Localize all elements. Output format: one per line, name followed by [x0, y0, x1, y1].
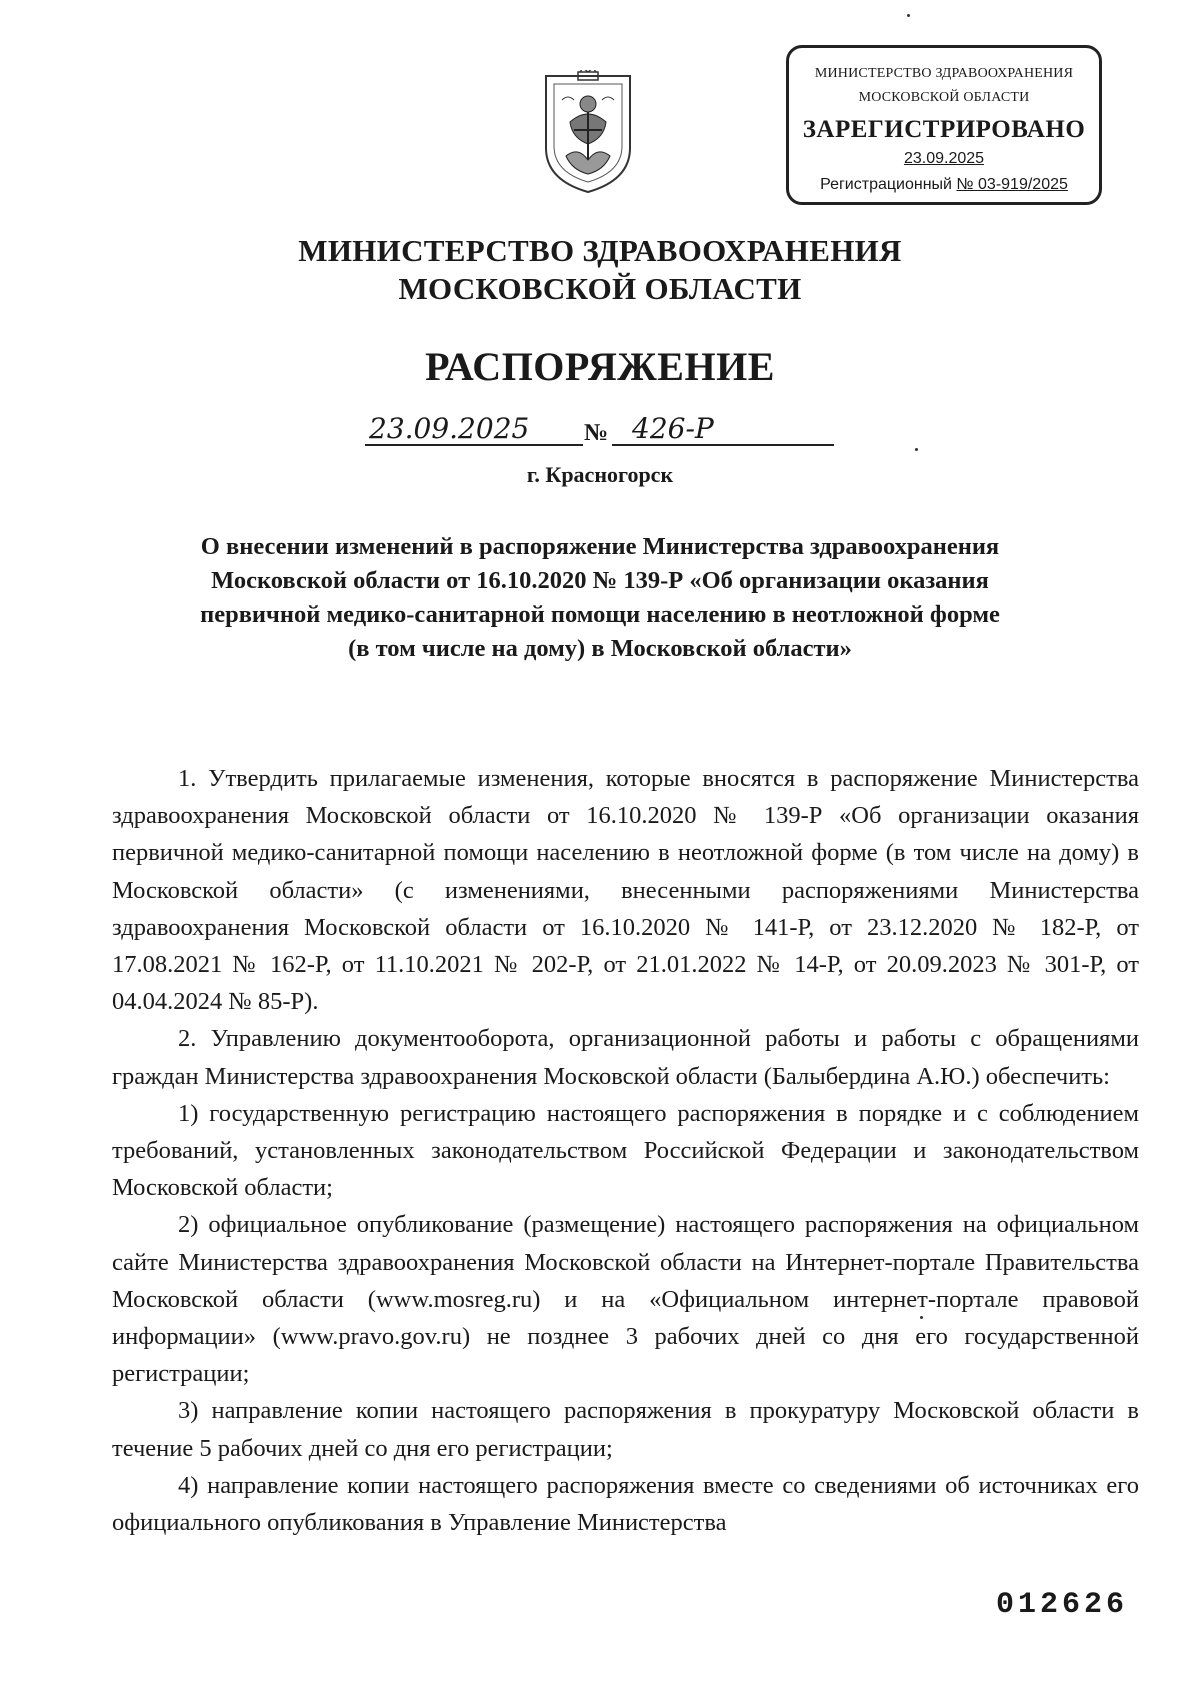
scan-speck	[915, 448, 918, 451]
paragraph-2-item-2: 2) официальное опубликование (размещение) настоящего распоряжения на официальном сайте Министерства здравоохранения Московской области на Интернет-портале Правительства Московской области (www.mosreg.ru) и на «Официальном интернет-портале правовой информации» (www.pravo.gov.ru) не позднее 3 рабочих дней со дня его государственной регистрации;	[112, 1211, 1139, 1388]
document-city: г. Красногорск	[526, 462, 674, 487]
stamp-organization	[789, 62, 1099, 110]
subject-line2: Московской области от 16.10.2020 № 139-Р «Об организации оказания	[211, 567, 989, 594]
subject-line3: первичной медико-санитарной помощи населению в неотложной форме	[200, 601, 1000, 628]
document-date: 23.09.2025	[365, 412, 583, 446]
scan-speck	[907, 14, 910, 17]
paragraph-2: 2. Управлению документооборота, организационной работы и работы с обращениями граждан Министерства здравоохранения Московской области (Балыбердина А.Ю.) обеспечить:	[112, 1025, 1139, 1090]
paragraph-2-item-4: 4) направление копии настоящего распоряжения вместе со сведениями об источниках его официального опубликования в Управление Министерства	[112, 1471, 1139, 1537]
paragraph-2-item-1: 1) государственную регистрацию настоящего распоряжения в порядке и с соблюдением требований, установленных законодательством Российской Федерации и законодательством Московской области;	[112, 1099, 1139, 1202]
ministry-line1: МИНИСТЕРСТВО ЗДРАВООХРАНЕНИЯ	[298, 233, 902, 268]
subject-line4: (в том числе на дому) в Московской области»	[348, 635, 852, 662]
stamp-reg-label: Регистрационный	[820, 176, 952, 193]
paragraph-1: 1. Утвердить прилагаемые изменения, которые вносятся в распоряжение Министерства здравоохранения Московской области от 16.10.2020 № 139-Р «Об организации оказания первичной медико-санитарной помощи населению в неотложной форме (в том числе на дому) в Московской области» (с изменениями, внесенными распоряжениями Министерства здравоохранения Московской области от 16.10.2020 № 141-Р, от 23.12.2020 № 182-Р, от 17.08.2021 № 162-Р, от 11.10.2021 № 202-Р, от 21.01.2022 № 14-Р, от 20.09.2023 № 301-Р, от 04.04.2024 № 85-Р).	[112, 765, 1139, 1016]
page-serial-code: 012626	[996, 1588, 1129, 1622]
stamp-reg-number	[789, 176, 1099, 194]
ministry-name	[0, 232, 1200, 308]
document-type: РАСПОРЯЖЕНИЕ	[425, 344, 775, 389]
coat-of-arms-icon	[538, 70, 638, 196]
document-subject	[120, 530, 1080, 666]
stamp-status: ЗАРЕГИСТРИРОВАНО	[802, 116, 1086, 143]
number-sign: №	[584, 420, 609, 446]
ministry-line2: МОСКОВСКОЙ ОБЛАСТИ	[398, 271, 802, 306]
subject-line1: О внесении изменений в распоряжение Министерства здравоохранения	[200, 533, 1000, 560]
stamp-date: 23.09.2025	[903, 150, 985, 167]
stamp-reg-value: № 03-919/2025	[956, 176, 1068, 193]
document-body	[112, 760, 1139, 1541]
stamp-org-line2: МОСКОВСКОЙ ОБЛАСТИ	[858, 90, 1030, 105]
paragraph-2-item-3: 3) направление копии настоящего распоряжения в прокуратуру Московской области в течение 5 рабочих дней со дня его регистрации;	[112, 1397, 1139, 1462]
stamp-org-line1: МИНИСТЕРСТВО ЗДРАВООХРАНЕНИЯ	[814, 66, 1074, 81]
registration-stamp	[786, 45, 1102, 205]
scan-speck	[920, 1316, 923, 1319]
document-number: 426-Р	[612, 412, 834, 446]
